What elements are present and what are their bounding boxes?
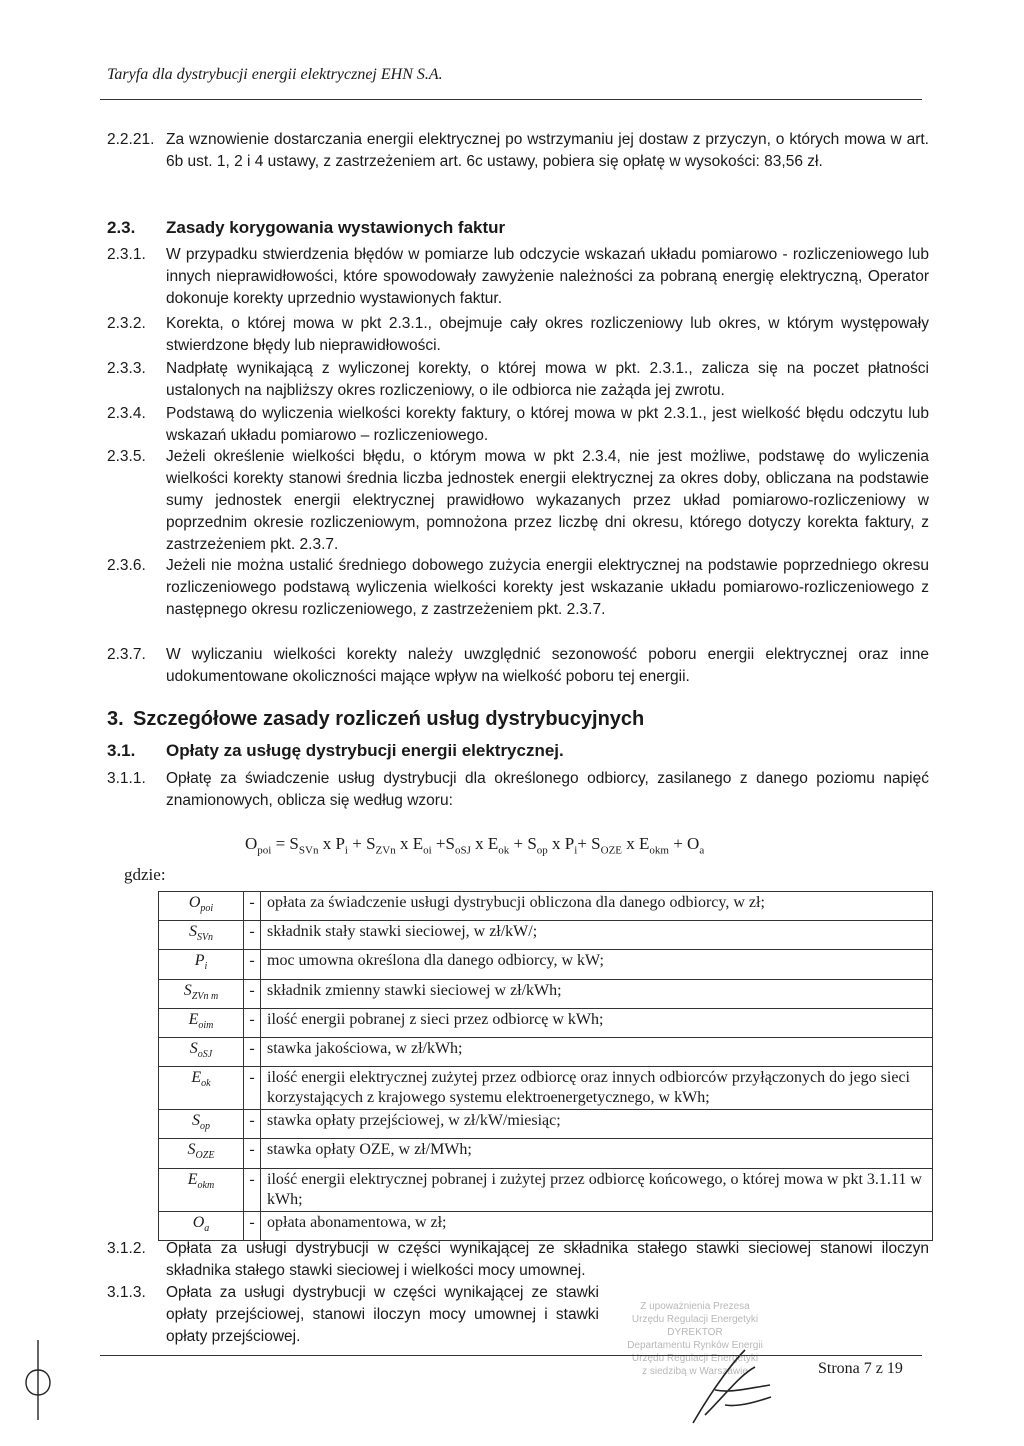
stamp-line: DYREKTOR [667,1327,723,1338]
paragraph-text: Jeżeli nie można ustalić średniego dobowego zużycia energii elektrycznej na podstawie poprzedniego okresu rozliczeniowego podstawą wyliczenia wielkości korekty jest wskazanie układu pomiarowo-rozliczeniowego z następnego okresu rozliczeniowego, z zastrzeżeniem pkt. 2.3.7. [166,557,929,618]
paragraph-number: 2.3.2. [107,315,146,332]
symbol-base: S [188,923,197,941]
paragraph-number: 2.3.4. [107,405,146,422]
paragraph-text: Nadpłatę wynikającą z wyliczonej korekty, o której mowa w pkt. 2.3.1., zalicza się na poczet płatności ustalonych na najbliższy okres rozliczeniowy, o ile odbiorca nie zażąda jej zwrotu. [166,360,929,399]
paragraph-3-1-2 [107,1238,929,1282]
definition-row [159,1110,933,1139]
definition-row [159,979,933,1008]
definition-symbol [159,1008,244,1037]
paragraph-3-1-1 [107,768,929,812]
definition-dash: - [244,1008,261,1037]
paragraph-text: Jeżeli określenie wielkości błędu, o którym mowa w pkt 2.3.4, nie jest możliwe, podstawę do wyliczenia wielkości korekty stanowi średnia liczba jednostek energii elektrycznej za okres doby, obliczana na podstawie sumy jednostek energii elektrycznej prawidłowo wykazanych przez układ pomiarowo-rozliczeniowy w poprzednim okresie rozliczeniowym, pomnożona przez liczbę dni okresu, którego dotyczy korekta faktury, z zastrzeżeniem pkt. 2.3.7. [166,448,929,553]
paragraph-text: Za wznowienie dostarczania energii elektrycznej po wstrzymaniu jej dostaw z przyczyn, o których mowa w art. 6b ust. 1, 2 i 4 ustawy, z zastrzeżeniem art. 6c ustawy, pobiera się opłatę w wysokości: 83,56 zł. [166,131,929,170]
section-title: Opłaty za usługę dystrybucji energii elektrycznej. [166,741,564,760]
symbol-base: S [183,981,192,999]
definition-symbol [159,1037,244,1066]
footer-rule [100,1355,922,1356]
section-number: 3. [107,708,124,730]
definition-dash: - [244,950,261,979]
symbol-subscript: ZVn m [191,990,219,1002]
section-title: Szczegółowe zasady rozliczeń usług dystrybucyjnych [133,708,645,730]
definitions-table [158,891,933,1241]
paragraph-text: Podstawą do wyliczenia wielkości korekty faktury, o której mowa w pkt 2.3.1., jest wielkość błędu odczytu lub wskazań układu pomiarowo – rozliczeniowego. [166,405,929,444]
section-number: 3.1. [107,741,136,760]
definition-row [159,1139,933,1168]
symbol-base: S [192,1112,200,1130]
definition-symbol [159,950,244,979]
definition-symbol [159,1168,244,1211]
stamp-line: Departamentu Rynków Energii [627,1340,763,1351]
paragraph-number: 2.3.6. [107,557,146,574]
definition-description: składnik zmienny stawki sieciowej w zł/kWh; [261,979,933,1008]
paragraph-2-2-21 [107,129,929,173]
definition-symbol [159,921,244,950]
paragraph-text: W wyliczaniu wielkości korekty należy uwzględnić sezonowość poboru energii elektrycznej oraz inne udokumentowane okoliczności mające wpływ na wielkość poboru tej energii. [166,646,929,685]
symbol-base: E [188,1010,199,1028]
definition-dash: - [244,921,261,950]
paragraph-number: 2.3.1. [107,246,146,263]
definition-symbol [159,979,244,1008]
paragraph-3-1-3 [107,1282,929,1348]
symbol-base: O [188,894,201,911]
definition-row [159,892,933,921]
definition-dash: - [244,1037,261,1066]
symbol-base: S [187,1141,196,1159]
stamp-line: Urzędu Regulacji Energetyki [631,1353,759,1364]
symbol-subscript: okm [197,1179,215,1191]
paragraph-number: 3.1.2. [107,1240,146,1257]
definition-description: stawka jakościowa, w zł/kWh; [261,1037,933,1066]
symbol-base: S [189,1039,198,1057]
symbol-base: O [192,1213,205,1231]
section-heading-3-1 [107,741,564,761]
definition-dash: - [244,979,261,1008]
definition-description: stawka opłaty przejściowej, w zł/kW/miesiąc; [261,1110,933,1139]
definition-dash: - [244,1067,261,1110]
definition-symbol [159,1211,244,1240]
definition-description: opłata abonamentowa, w zł; [261,1211,933,1240]
paragraph-number: 2.3.5. [107,448,146,465]
initials-mark [20,1335,60,1425]
definition-row [159,1067,933,1110]
paragraph-number: 3.1.1. [107,770,146,787]
paragraph-2-3-2 [107,313,929,357]
definition-dash: - [244,1168,261,1211]
stamp-line: Z upoważnienia Prezesa [640,1301,750,1312]
symbol-subscript: i [204,961,208,973]
paragraph-2-3-6 [107,555,929,621]
page-number: Strona 7 z 19 [818,1360,903,1377]
running-header: Taryfa dla dystrybucji energii elektrycznej EHN S.A. [107,66,443,83]
symbol-base: E [191,1069,202,1087]
paragraph-2-3-3 [107,358,929,402]
paragraph-text: Opłatę za świadczenie usług dystrybucji dla określonego odbiorcy, zasilanego z danego poziomu napięć znamionowych, oblicza się według wzoru: [166,770,929,809]
paragraph-number: 2.2.21. [107,131,155,148]
definition-symbol [159,1067,244,1110]
definition-row [159,1037,933,1066]
definition-symbol [159,1110,244,1139]
header-rule [100,99,922,100]
definition-symbol [159,892,244,921]
symbol-subscript: OZE [195,1150,215,1162]
symbol-subscript: poi [200,903,214,915]
definition-description: ilość energii elektrycznej zużytej przez odbiorcę oraz innych odbiorców przyłączonych do jego sieci korzystających z krajowego systemu elektroenergetycznego, w kWh; [261,1067,933,1110]
definition-row [159,1168,933,1211]
signature [685,1345,775,1435]
definition-dash: - [244,1139,261,1168]
paragraph-text: Opłata za usługi dystrybucji w części wynikającej ze składnika stałego stawki sieciowej stanowi iloczyn składnika stałego stawki sieciowej i wielkości mocy umownej. [166,1240,929,1279]
section-heading-2-3 [107,218,505,238]
definition-description: opłata za świadczenie usługi dystrybucji obliczona dla danego odbiorcy, w zł; [261,892,933,921]
paragraph-number: 2.3.7. [107,646,146,663]
symbol-subscript: op [200,1121,210,1133]
definition-description: moc umowna określona dla danego odbiorcy, w kW; [261,950,933,979]
paragraph-2-3-4 [107,403,929,447]
stamp-line: Urzędu Regulacji Energetyki [631,1314,759,1325]
where-label: gdzie: [124,865,166,884]
symbol-subscript: ok [201,1078,211,1090]
paragraph-2-3-1 [107,244,929,310]
symbol-subscript: a [204,1222,210,1234]
definition-dash: - [244,1110,261,1139]
definition-dash: - [244,892,261,921]
paragraph-number: 3.1.3. [107,1284,146,1301]
definition-dash: - [244,1211,261,1240]
symbol-subscript: SVn [196,932,214,944]
section-heading-3 [107,708,644,731]
symbol-base: E [187,1170,198,1188]
definition-description: stawka opłaty OZE, w zł/MWh; [261,1139,933,1168]
definition-symbol [159,1139,244,1168]
symbol-subscript: oim [198,1019,214,1031]
paragraph-2-3-5 [107,446,929,556]
definition-row [159,1008,933,1037]
definition-row [159,950,933,979]
paragraph-text: Korekta, o której mowa w pkt 2.3.1., obejmuje cały okres rozliczeniowy lub okres, w którym występowały stwierdzone błędy lub nieprawidłowości. [166,315,929,354]
definition-row [159,921,933,950]
definition-row [159,1211,933,1240]
symbol-base: P [194,952,205,970]
paragraph-2-3-7 [107,644,929,688]
paragraph-text: W przypadku stwierdzenia błędów w pomiarze lub odczycie wskazań układu pomiarowo - rozliczeniowego lub innych nieprawidłowości, które spowodowały zawyżenie należności za pobraną energię elektryczną, Operator dokonuje korekty uprzednio wystawionych faktur. [166,246,929,307]
stamp-line: z siedzibą w Warszawie [642,1366,748,1377]
paragraph-text: Opłata za usługi dystrybucji w części wynikającej ze stawki opłaty przejściowej, stanowi iloczyn mocy umownej i stawki opłaty przejściowej. [166,1284,599,1345]
paragraph-number: 2.3.3. [107,360,146,377]
section-title: Zasady korygowania wystawionych faktur [166,218,506,237]
definition-description: ilość energii pobranej z sieci przez odbiorcę w kWh; [261,1008,933,1037]
definition-description: składnik stały stawki sieciowej, w zł/kW/; [261,921,933,950]
section-number: 2.3. [107,218,136,237]
symbol-subscript: oSJ [197,1049,213,1061]
tariff-formula: $O_{poi} = S_{SVn}$ x $P_i + S_{ZVn}$ x $E_{oi} +S_{oSJ}$ x $E_{ok} + S_{op}$ x $P_i+ S_{OZE}$ x $E_{okm} + O_a$ [245,834,705,857]
definition-description: ilość energii elektrycznej pobranej i zużytej przez odbiorcę końcowego, o której mowa w pkt 3.1.11 w kWh; [261,1168,933,1211]
